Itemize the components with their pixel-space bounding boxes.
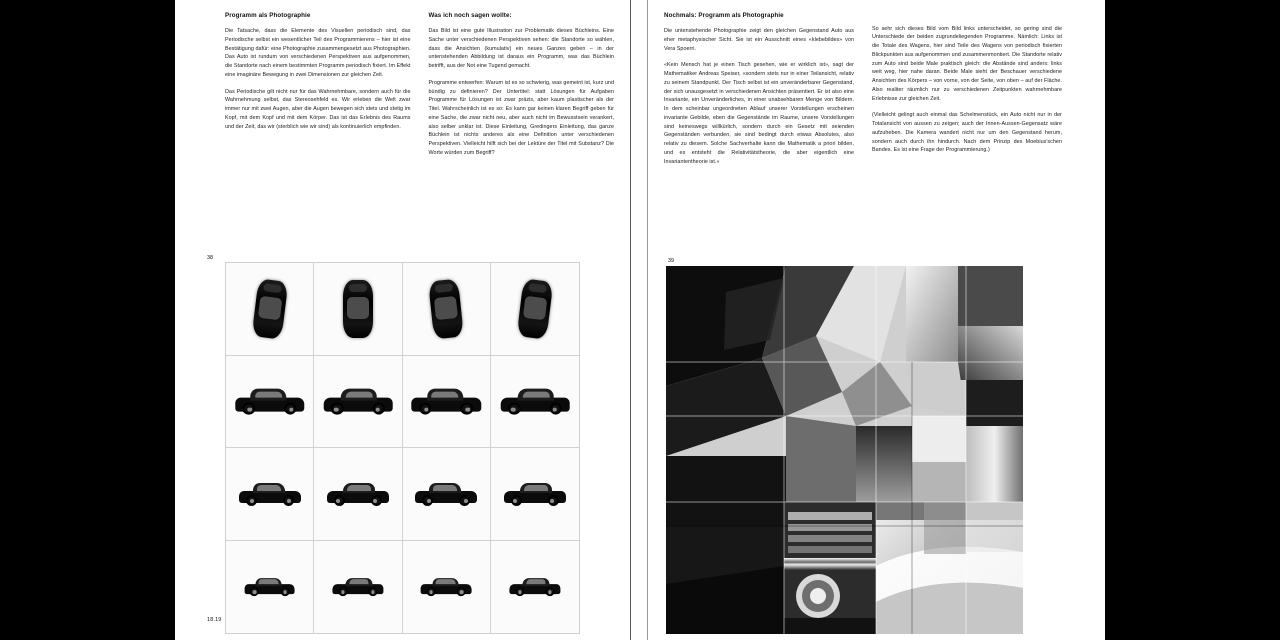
- car-photo: [516, 278, 553, 339]
- paragraph: Das Periodische gilt nicht nur für das Wahrnehmbare, sondern auch für die Wahrnehmung selbst, das Stereosehfeld es. Wir erleben die Welt zwar immer nur mit zwei Augen, aber die Augen bewegen sich stets und stetig im Kopf, mit dem Kopf und mit dem Körper. Das ist das Erlebnis des Raums und der Zeit, das wir (sterblich wie wir sind) als kontinuierlich empfinden.: [225, 88, 411, 130]
- car-photo: [323, 388, 392, 415]
- left-text-columns: [225, 12, 614, 158]
- car-photo: [327, 482, 389, 506]
- paragraph: Die Tatsache, dass die Elemente des Visuellen periodisch sind, das Periodische selbst ein wesentlicher Teil des Programmierens – hier ist eine Bestätigung dafür: eine Photographie zusammengesetzt aus Photographien. Das Auto ist rundum von verschiedenen Perspektiven aus aufgenommen, die Standorte nach einem bestimmten Programm periodisch fixiert. Im Effekt eine imaginäre Bewegung in zwei Dimensionen zur gleichen Zeit.: [225, 28, 411, 78]
- photo-cell: [403, 448, 491, 541]
- photo-cell: [226, 263, 314, 356]
- car-photo: [415, 482, 477, 506]
- left-column-2-heading: Was ich noch sagen wollte:: [428, 12, 512, 19]
- car-photo: [509, 577, 560, 597]
- montage-image: [666, 266, 1023, 634]
- photo-cell: [491, 541, 579, 634]
- paragraph: So sehr sich dieses Bild vom Bild links unterscheidet, so gering sind die Unterschiede der beiden zugrundeliegenden Programme. Nämlich: Links ist die Totale des Wagens, hier sind Teile des Wagens von periodisch fixierten Blickpunkten aus aufgenommen und zusammenmontiert. Die Standorte relativ zum Auto sind beide Male praktisch gleich: die Abstände sind anders: links weit weg, hier nahe daran. Beide Male sieht der Beschauer verschiedene Ansichten des Körpers – von vorne, von der Seite, von oben – auf der Fläche. Also realiter räumlich nur zu verschiedenen Zeitpunkten wahrnehmbare Erlebnisse zur gleichen Zeit.: [872, 25, 1062, 102]
- left-column-1-heading: Programm als Photographie: [225, 12, 311, 19]
- car-photo: [235, 388, 304, 415]
- page-right: [648, 0, 1103, 640]
- car-photo: [343, 280, 373, 338]
- photo-cell: [226, 356, 314, 449]
- photo-cell: [226, 448, 314, 541]
- car-photo: [428, 278, 464, 339]
- photo-cell: [491, 448, 579, 541]
- car-photo: [244, 577, 295, 597]
- paragraph: «Kein Mensch hat je einen Tisch gesehen, wie er wirklich ist», sagt der Mathematiker Andreas Speiser, «sondern stets nur in einer Teilansicht, relativ zu seinem Standpunkt. Der Tisch selbst ist ein unveränderbarer Gegenstand, der sich unausgesetzt in verschiedenen Ansichten präsentiert. Er ist also eine Invariante, ein Unveränderliches, in einer unabsehbaren Menge von Bildern. In dem scheinbar ungeordneten Ablauf unserer Vorstellungen erscheinen invariante Gebilde, eben die Gegenstände im Raume, unsere Vorstellungen sind keineswegs willkürlich, sondern durch ein Gesetz mit seienden Gegenständen verbunden, sie sind bedingt durch etwas Absolutes, also relativ zu diesem. Solche Sachverhalte kann die Mathematik a priori bilden, und es entsteht die Relativitätstheorie, die aber eigentlich eine Invariantentheorie ist.»: [664, 62, 854, 165]
- right-text-columns: [664, 12, 1069, 166]
- car-photo: [239, 482, 301, 506]
- car-photo: [500, 388, 569, 415]
- photo-cell: [491, 356, 579, 449]
- photo-cell: [403, 356, 491, 449]
- photo-cell: [314, 541, 402, 634]
- car-grid-figure: [225, 262, 580, 634]
- right-column-1-heading: Nochmals: Programm als Photographie: [664, 12, 784, 19]
- photo-cell: [314, 356, 402, 449]
- page-left: [175, 0, 630, 640]
- photo-cell: [403, 541, 491, 634]
- car-photo: [421, 577, 472, 597]
- car-photo: [332, 577, 383, 597]
- right-column-1: [664, 12, 854, 166]
- book-spread: [175, 0, 1105, 640]
- footer-section-number: 18.19: [207, 617, 222, 623]
- car-grid: [226, 263, 579, 633]
- paragraph: (Vielleicht gelingt auch einmal das Schelmenstück, ein Auto nicht nur in der Totalansicht von aussen zu zeigen; auch der Innen-Aussen-Gegensatz wäre aufzuheben. Die Kamera wandert nicht nur um den Gegenstand herum, sondern auch durch ihn hindurch. Nach dem Prinzip des Moebius'schen Bandes. Es ist eine Frage der Programmierung.): [872, 112, 1062, 154]
- paragraph: Das Bild ist eine gute Illustration zur Problematik dieses Büchleins. Eine Sache unter verschiedenen Perspektiven sehen: die Standorte so wählen, dass die Ansichten (kumulativ) ein neues Ganzes geben – in der untenstehenden Abbildung ist daraus ein Programm, was das Büchlein betrifft, aus der Not eine Tugend gemacht.: [428, 28, 614, 70]
- photo-cell: [226, 541, 314, 634]
- column-head-spacer: [872, 12, 1062, 25]
- folio-right: 39: [668, 258, 674, 264]
- car-montage-figure: [666, 266, 1023, 634]
- paragraph: Programme entwerfen: Warum ist es so schwierig, was gemeint ist, kurz und bündig zu definieren? Der Untertitel: statt Lösungen für Aufgaben Programme für Lösungen ist zwar präzis, aber kaum plastischer als der Titel. Wahrscheinlich ist es so: Es kann gar keinen klaren Begriff geben für eine Sache, die zwar nicht neu, aber auch nicht im Bewusstsein verankert, also selber unklar ist. Diese Einleitung, Gredingers Einleitung, das ganze Büchlein ist nichts anderes als eine Definition unter verschiedenen Perspektiven. Vielleicht hilft sich bei der Lektüre der Titel mit Substanz? Die Worte würden zum Begriff?: [428, 79, 614, 156]
- car-photo: [251, 278, 288, 339]
- right-column-2: [872, 12, 1062, 166]
- left-column-1: [225, 12, 411, 158]
- photo-cell: [403, 263, 491, 356]
- photo-cell: [314, 448, 402, 541]
- car-photo: [411, 388, 480, 415]
- folio-left: 38: [207, 255, 213, 261]
- page-gutter: [630, 0, 648, 640]
- photo-cell: [314, 263, 402, 356]
- car-photo: [504, 482, 566, 506]
- left-column-2: [429, 12, 615, 158]
- photo-cell: [491, 263, 579, 356]
- paragraph: Die untenstehende Photographie zeigt den gleichen Gegenstand Auto aus eher metaphysischer Sicht. Sie ist ein Ausschnitt eines «klebebildes» von Vera Spoerri.: [664, 28, 854, 52]
